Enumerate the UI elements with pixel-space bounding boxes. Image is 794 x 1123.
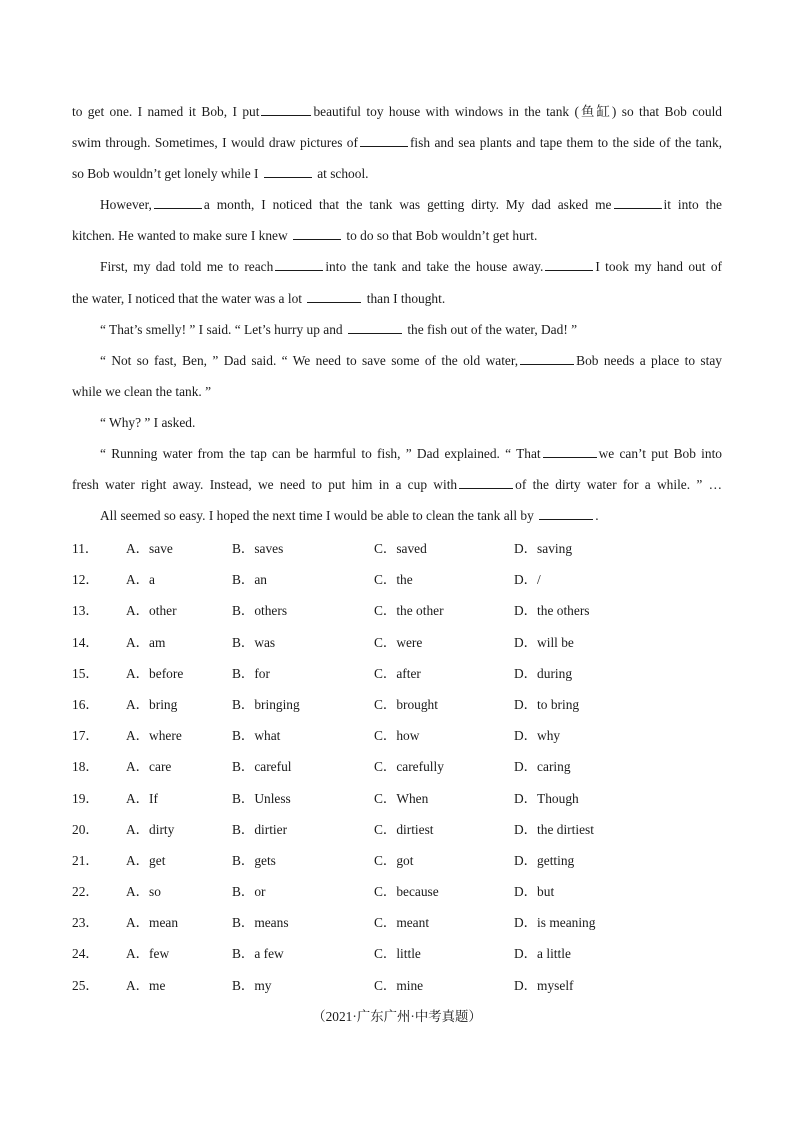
- passage-line: [72, 287, 722, 318]
- option-b: B．dirtier: [232, 821, 288, 837]
- passage-text: at school.: [317, 166, 369, 182]
- option-c: C．dirtiest: [374, 821, 434, 837]
- option-d: D．/: [514, 572, 541, 588]
- passage-line: [72, 380, 722, 411]
- option-a: A．me: [126, 977, 166, 993]
- question-number: 21．: [72, 852, 99, 868]
- passage-line: [72, 162, 722, 193]
- source-citation: （2021·广东广州·中考真题）: [312, 1009, 482, 1024]
- question-number: 16．: [72, 696, 99, 712]
- answer-blank: [539, 505, 593, 520]
- passage-line: [72, 504, 722, 535]
- option-a: A．save: [126, 541, 173, 556]
- option-d: D．is meaning: [514, 915, 596, 931]
- question-row: [72, 538, 722, 569]
- answer-blank: [520, 350, 574, 365]
- option-d: D．saving: [514, 541, 573, 556]
- option-d: D．the dirtiest: [514, 821, 594, 837]
- option-d: D．the others: [514, 603, 590, 619]
- question-row: [72, 694, 722, 725]
- answer-blank: [348, 319, 402, 334]
- question-row: [72, 912, 722, 943]
- option-b: B．or: [232, 884, 266, 900]
- answer-blank: [307, 288, 361, 303]
- passage-text: “ Not so fast, Ben, ” Dad said. “ We need to save some of the old water,: [100, 352, 519, 368]
- passage-text: than I thought.: [366, 290, 446, 306]
- passage-text: fresh water right away. Instead, we need to put him in a cup with: [72, 477, 458, 493]
- question-row: [72, 850, 722, 881]
- passage-text: the fish out of the water, Dad! ”: [407, 321, 578, 337]
- question-number: 18．: [72, 759, 99, 775]
- option-d: D．but: [514, 884, 555, 900]
- question-row: [72, 881, 722, 912]
- answer-blank: [543, 443, 597, 458]
- passage-text: while we clean the tank. ”: [72, 383, 212, 399]
- question-options: [72, 538, 722, 1006]
- question-number: 22．: [72, 884, 99, 900]
- cloze-passage: [72, 100, 722, 535]
- passage-text: .: [595, 508, 599, 524]
- option-b: B．means: [232, 915, 289, 931]
- question-row: [72, 819, 722, 850]
- option-d: D．a little: [514, 946, 571, 962]
- question-row: [72, 756, 722, 787]
- option-a: A．a: [126, 572, 156, 588]
- question-number: 11．: [72, 541, 99, 556]
- passage-text: the water, I noticed that the water was a lot: [72, 290, 302, 306]
- passage-text: “ That’s smelly! ” I said. “ Let’s hurry up and: [100, 321, 343, 337]
- option-a: A．care: [126, 759, 172, 775]
- passage-line: [72, 131, 722, 162]
- option-d: D．Though: [514, 790, 579, 806]
- option-d: D．will be: [514, 634, 574, 650]
- option-a: A．am: [126, 634, 166, 650]
- passage-line: [72, 224, 722, 255]
- question-number: 13．: [72, 603, 99, 619]
- passage-text: to do so that Bob wouldn’t get hurt.: [346, 228, 538, 244]
- passage-line: [72, 255, 722, 286]
- option-d: D．myself: [514, 977, 574, 993]
- question-number: 24．: [72, 946, 99, 962]
- option-a: A．before: [126, 665, 184, 681]
- question-number: 25．: [72, 977, 99, 993]
- answer-blank: [545, 256, 593, 271]
- option-d: D．to bring: [514, 696, 580, 712]
- passage-text: First, my dad told me to reach: [100, 259, 274, 275]
- option-b: B．was: [232, 634, 276, 650]
- answer-blank: [275, 256, 323, 271]
- passage-text: a month, I noticed that the tank was getting dirty. My dad asked me: [203, 197, 612, 213]
- option-c: C．were: [374, 634, 423, 650]
- option-b: B．my: [232, 977, 272, 993]
- answer-blank: [459, 474, 513, 489]
- answer-blank: [264, 163, 312, 178]
- option-b: B．careful: [232, 759, 292, 775]
- passage-text: kitchen. He wanted to make sure I knew: [72, 228, 288, 244]
- passage-text: All seemed so easy. I hoped the next time I would be able to clean the tank all by: [100, 508, 534, 524]
- passage-line: [72, 193, 722, 224]
- option-d: D．getting: [514, 852, 575, 868]
- passage-line: [72, 318, 722, 349]
- option-c: C．because: [374, 884, 439, 900]
- option-d: D．caring: [514, 759, 571, 775]
- passage-text: “ Running water from the tap can be harmful to fish, ” Dad explained. “ That: [100, 446, 541, 462]
- question-number: 14．: [72, 634, 99, 650]
- option-b: B．a few: [232, 946, 284, 962]
- option-a: A．so: [126, 884, 161, 900]
- passage-text: so Bob wouldn’t get lonely while I: [72, 166, 259, 182]
- option-b: B．gets: [232, 852, 276, 868]
- option-b: B．what: [232, 728, 281, 744]
- passage-text: swim through. Sometimes, I would draw pictures of: [72, 135, 358, 151]
- question-number: 17．: [72, 728, 99, 744]
- option-c: C．after: [374, 665, 421, 681]
- passage-text: “ Why? ” I asked.: [100, 414, 196, 430]
- passage-text: However,: [100, 197, 152, 213]
- option-c: C．When: [374, 790, 429, 806]
- answer-blank: [293, 225, 341, 240]
- option-b: B．bringing: [232, 696, 300, 712]
- question-number: 12．: [72, 572, 99, 588]
- passage-line: [72, 473, 722, 504]
- option-c: C．the other: [374, 603, 444, 619]
- option-c: C．mine: [374, 977, 424, 993]
- answer-blank: [154, 194, 202, 209]
- option-c: C．carefully: [374, 759, 444, 775]
- option-c: C．saved: [374, 541, 427, 556]
- question-row: [72, 632, 722, 663]
- option-b: B．others: [232, 603, 288, 619]
- passage-text: Bob needs a place to stay: [576, 352, 722, 368]
- passage-line: [72, 100, 722, 131]
- passage-line: [72, 349, 722, 380]
- option-a: A．mean: [126, 915, 179, 931]
- option-a: A．dirty: [126, 821, 175, 837]
- answer-blank: [360, 132, 408, 147]
- question-number: 19．: [72, 790, 99, 806]
- option-a: A．bring: [126, 696, 178, 712]
- question-number: 23．: [72, 915, 99, 931]
- passage-line: [72, 411, 722, 442]
- question-row: [72, 725, 722, 756]
- question-row: [72, 569, 722, 600]
- option-a: A．few: [126, 946, 170, 962]
- passage-text: into the tank and take the house away.: [325, 259, 544, 275]
- option-c: C．little: [374, 946, 421, 962]
- option-a: A．get: [126, 852, 166, 868]
- question-row: [72, 975, 722, 1006]
- option-d: D．during: [514, 665, 573, 681]
- passage-line: [72, 442, 722, 473]
- option-c: C．got: [374, 852, 414, 868]
- passage-text: fish and sea plants and tape them to the side of the tank,: [409, 135, 722, 151]
- option-b: B．saves: [232, 541, 284, 556]
- passage-text: to get one. I named it Bob, I put: [72, 104, 260, 119]
- question-number: 15．: [72, 665, 99, 681]
- option-a: A．If: [126, 790, 158, 806]
- option-c: C．how: [374, 728, 420, 744]
- passage-text: we can’t put Bob into: [598, 446, 722, 462]
- option-a: A．where: [126, 728, 182, 744]
- option-c: C．meant: [374, 915, 430, 931]
- option-c: C．brought: [374, 696, 438, 712]
- passage-text: beautiful toy house with windows in the tank (鱼缸) so that Bob could: [313, 104, 722, 119]
- option-b: B．for: [232, 665, 270, 681]
- passage-text: I took my hand out of: [595, 259, 722, 275]
- option-c: C．the: [374, 572, 413, 588]
- question-row: [72, 788, 722, 819]
- answer-blank: [614, 194, 662, 209]
- option-a: A．other: [126, 603, 177, 619]
- option-d: D．why: [514, 728, 561, 744]
- question-number: 20．: [72, 821, 99, 837]
- question-row: [72, 943, 722, 974]
- question-row: [72, 663, 722, 694]
- passage-text: of the dirty water for a while. ” …: [515, 477, 723, 493]
- question-row: [72, 600, 722, 631]
- answer-blank: [261, 101, 311, 116]
- option-b: B．Unless: [232, 790, 291, 806]
- option-b: B．an: [232, 572, 267, 588]
- passage-text: it into the: [663, 197, 723, 213]
